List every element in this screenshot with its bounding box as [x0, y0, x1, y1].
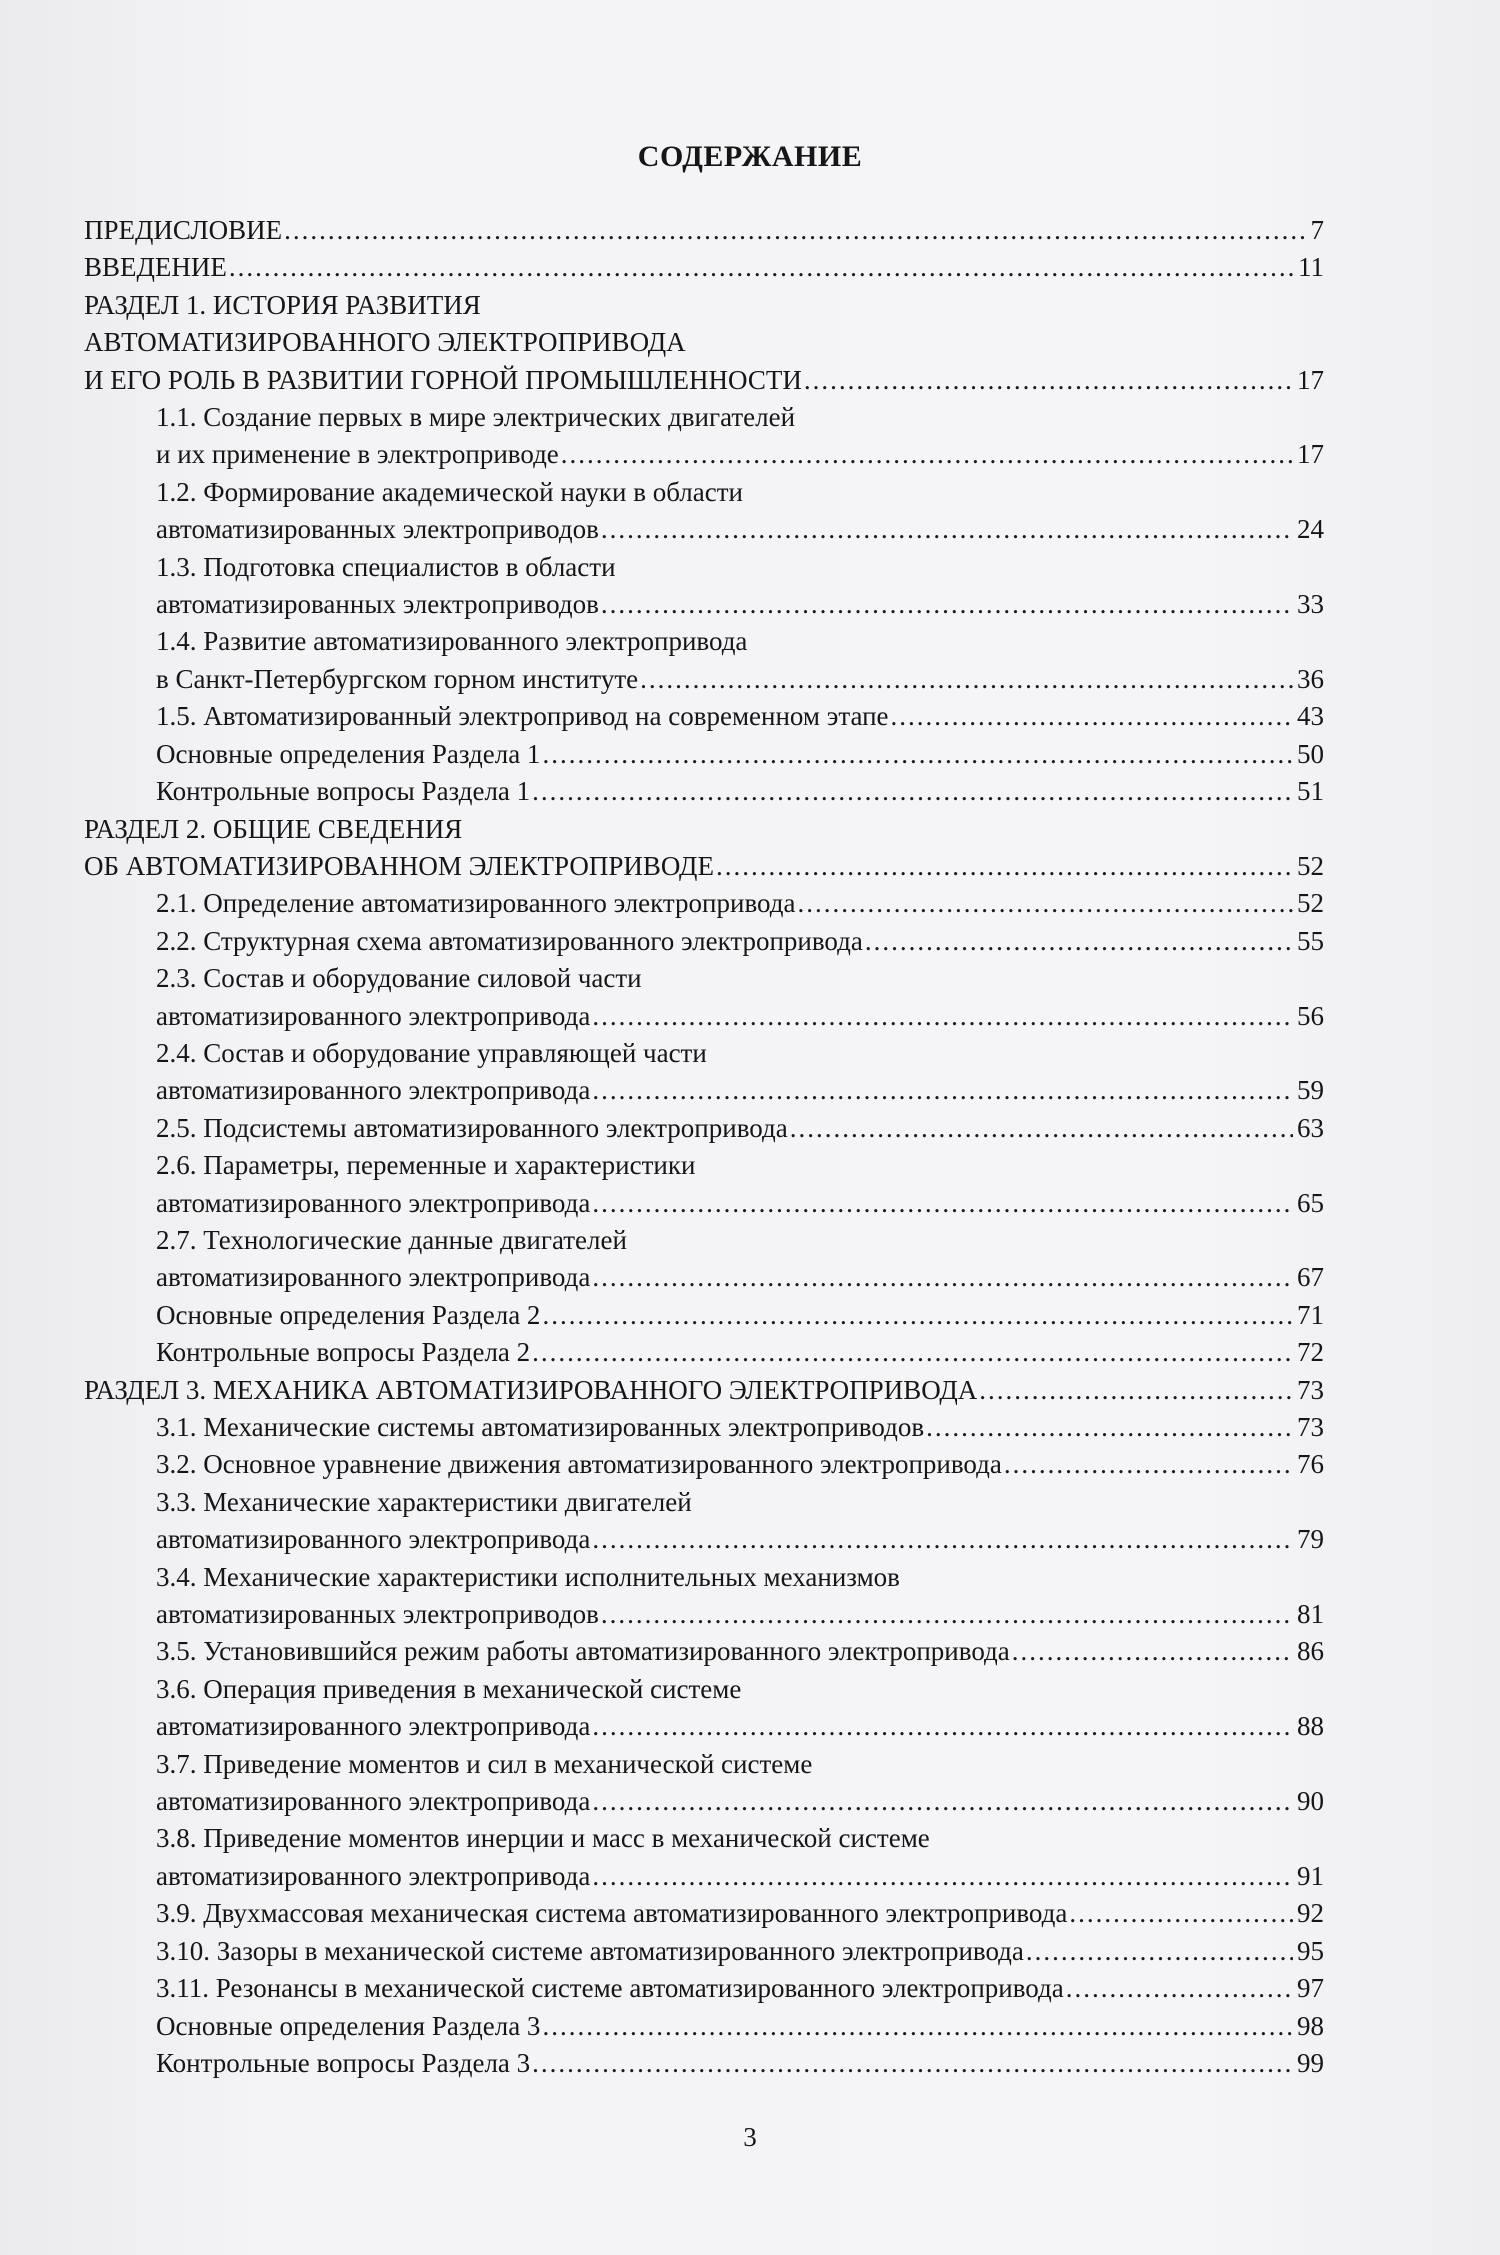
- toc-entry-page-number: 79: [1297, 1524, 1324, 1555]
- toc-entry-last-line: [156, 2045, 1324, 2082]
- toc-entry-title: ПРЕДИСЛОВИЕ: [84, 215, 283, 245]
- toc-entry: [84, 212, 1324, 249]
- dot-leader: [1004, 1446, 1293, 1483]
- dot-leader: [532, 773, 1293, 810]
- toc-entry-line: АВТОМАТИЗИРОВАННОГО ЭЛЕКТРОПРИВОДА: [84, 327, 686, 358]
- toc-entry: [84, 1633, 1324, 1670]
- toc-entry: [84, 1895, 1324, 1932]
- toc-entry-page-number: 67: [1297, 1262, 1324, 1293]
- toc-entry: [84, 2008, 1324, 2045]
- toc-entry-line: 1.1. Создание первых в мире электрических двигателей: [156, 402, 796, 433]
- toc-entry-last-line: [156, 1783, 1324, 1820]
- toc-entry-title: Основные определения Раздела 1: [156, 738, 541, 769]
- page-title: СОДЕРЖАНИЕ: [637, 140, 863, 173]
- toc-entry: [84, 1446, 1324, 1483]
- toc-entry-line: 3.3. Механические характеристики двигателей: [156, 1486, 692, 1517]
- toc-entry: [84, 1559, 1324, 1634]
- toc-entry-title: 3.1. Механические системы автоматизированных электроприводов: [156, 1412, 925, 1442]
- toc-entry-title: автоматизированного электропривода: [156, 1000, 591, 1031]
- toc-entry-last-line: [156, 436, 1324, 473]
- toc-entry-page-number: 99: [1297, 2047, 1324, 2078]
- toc-entry-page-number: 17: [1297, 364, 1324, 395]
- toc-entry-last-line: [156, 885, 1324, 922]
- toc-entry-title: автоматизированного электропривода: [156, 1860, 591, 1891]
- toc-entry-line: 3.7. Приведение моментов и сил в механической системе: [156, 1748, 813, 1779]
- dot-leader: [592, 1072, 1293, 1109]
- dot-leader: [542, 2008, 1293, 2045]
- toc-entry: [84, 811, 1324, 886]
- toc-entry-page-number: 43: [1297, 701, 1324, 732]
- toc-entry: [84, 1334, 1324, 1371]
- dot-leader: [601, 586, 1293, 623]
- toc-entry-line: РАЗДЕЛ 2. ОБЩИЕ СВЕДЕНИЯ: [84, 813, 463, 844]
- toc-entry-title: автоматизированных электроприводов: [156, 589, 599, 620]
- toc-entry-line: 2.6. Параметры, переменные и характеристики: [156, 1150, 696, 1181]
- dot-leader: [601, 511, 1293, 548]
- toc-entry-line: 1.3. Подготовка специалистов в области: [156, 551, 616, 582]
- page-number: 3: [743, 2122, 757, 2152]
- toc-entry: [84, 923, 1324, 960]
- dot-leader: [229, 249, 1294, 286]
- toc-entry-last-line: [84, 249, 1324, 286]
- dot-leader: [1012, 1633, 1293, 1670]
- toc-entry-page-number: 51: [1297, 776, 1324, 807]
- toc-entry-title: и их применение в электроприводе: [156, 439, 559, 470]
- toc-entry-last-line: [156, 2008, 1324, 2045]
- toc-entry-line: РАЗДЕЛ 1. ИСТОРИЯ РАЗВИТИЯ: [84, 289, 481, 320]
- toc-entry-last-line: [156, 1858, 1324, 1895]
- dot-leader: [1066, 1970, 1293, 2007]
- toc-entry-page-number: 33: [1297, 589, 1324, 620]
- toc-entry-title: 3.11. Резонансы в механической системе автоматизированного электропривода: [156, 1973, 1064, 2004]
- toc-entry-title: 3.10. Зазоры в механической системе автоматизированного электропривода: [156, 1935, 1024, 1966]
- dot-leader: [592, 1708, 1293, 1745]
- toc-entry-title: 1.5. Автоматизированный электропривод на современном этапе: [156, 701, 889, 732]
- toc-entry-page-number: 56: [1297, 1000, 1324, 1031]
- toc-entry-line: 2.7. Технологические данные двигателей: [156, 1224, 627, 1255]
- toc-entry: [84, 287, 1324, 399]
- toc-entry-last-line: [156, 1259, 1324, 1296]
- toc-entry-last-line: [156, 1596, 1324, 1633]
- toc-entry-page-number: 88: [1297, 1711, 1324, 1742]
- toc-entry-title: 2.1. Определение автоматизированного электропривода: [156, 888, 796, 919]
- dot-leader: [592, 1185, 1293, 1222]
- dot-leader: [592, 1783, 1293, 1820]
- toc-entry: [84, 1110, 1324, 1147]
- toc-entry-last-line: [156, 586, 1324, 623]
- toc-entry-title: автоматизированного электропривода: [156, 1786, 591, 1817]
- dot-leader: [716, 848, 1293, 885]
- toc-entry-line: 1.4. Развитие автоматизированного электропривода: [156, 626, 748, 657]
- dot-leader: [926, 1409, 1293, 1446]
- toc-entry-page-number: 73: [1297, 1412, 1324, 1442]
- toc-entry-page-number: 17: [1297, 439, 1324, 470]
- toc-entry-page-number: 11: [1298, 252, 1324, 283]
- toc-entry: [84, 1671, 1324, 1746]
- toc-entry-page-number: 86: [1297, 1636, 1324, 1667]
- toc-entry-title: автоматизированных электроприводов: [156, 514, 599, 545]
- toc-entry-last-line: [156, 923, 1324, 960]
- toc-entry-last-line: [156, 1185, 1324, 1222]
- toc-entry-page-number: 81: [1297, 1599, 1324, 1630]
- toc-entry-last-line: [156, 698, 1324, 735]
- toc-entry-title: 3.2. Основное уравнение движения автоматизированного электропривода: [156, 1449, 1002, 1480]
- toc-entry: [84, 1820, 1324, 1895]
- dot-leader: [542, 1297, 1293, 1334]
- toc-entry-title: автоматизированного электропривода: [156, 1187, 591, 1218]
- toc-entry-page-number: 71: [1297, 1299, 1324, 1330]
- toc-entry-title: Контрольные вопросы Раздела 2: [156, 1337, 531, 1368]
- toc-entry-last-line: [156, 661, 1324, 698]
- toc-entry-title: ВВЕДЕНИЕ: [84, 252, 227, 283]
- toc-entry-page-number: 65: [1297, 1187, 1324, 1218]
- toc-entry: [84, 1409, 1324, 1446]
- toc-entry: [84, 698, 1324, 735]
- toc-entry-line: 3.4. Механические характеристики исполнительных механизмов: [156, 1561, 900, 1592]
- toc-entry-page-number: 90: [1297, 1786, 1324, 1817]
- toc-entry: [84, 549, 1324, 624]
- toc-entry: [84, 2045, 1324, 2082]
- toc-entry-title: Контрольные вопросы Раздела 1: [156, 776, 531, 807]
- dot-leader: [1069, 1895, 1293, 1932]
- dot-leader: [532, 2045, 1293, 2082]
- toc-entry-last-line: [84, 212, 1324, 249]
- toc-entry-title: 3.9. Двухмассовая механическая система автоматизированного электропривода: [156, 1898, 1068, 1929]
- toc-entry: [84, 1222, 1324, 1297]
- toc-entry-title: автоматизированного электропривода: [156, 1524, 591, 1555]
- toc-entry: [84, 773, 1324, 810]
- toc-entry: [84, 1297, 1324, 1334]
- toc-entry: [84, 399, 1324, 474]
- dot-leader: [542, 736, 1293, 773]
- toc-entry-page-number: 63: [1297, 1112, 1324, 1143]
- dot-leader: [979, 1372, 1293, 1409]
- toc-entry-last-line: [84, 1372, 1324, 1409]
- toc-entry-page-number: 76: [1297, 1449, 1324, 1480]
- toc-entry: [84, 736, 1324, 773]
- dot-leader: [601, 1596, 1293, 1633]
- toc-entry-last-line: [156, 736, 1324, 773]
- toc-entry-last-line: [156, 1297, 1324, 1334]
- toc-entry-last-line: [84, 848, 1324, 885]
- toc-entry: [84, 474, 1324, 549]
- toc-entry: [84, 249, 1324, 286]
- toc-entry-last-line: [156, 1446, 1324, 1483]
- dot-leader: [592, 1858, 1293, 1895]
- toc-entry: [84, 1372, 1324, 1409]
- dot-leader: [640, 661, 1293, 698]
- dot-leader: [797, 885, 1293, 922]
- toc-entry-title: автоматизированного электропривода: [156, 1262, 591, 1293]
- toc-entry-last-line: [156, 773, 1324, 810]
- toc-entry-title: Основные определения Раздела 2: [156, 1299, 541, 1330]
- dot-leader: [891, 698, 1293, 735]
- toc-entry-title: Контрольные вопросы Раздела 3: [156, 2047, 531, 2078]
- toc-entry-last-line: [156, 511, 1324, 548]
- toc-entry-last-line: [156, 1933, 1324, 1970]
- toc-entry-page-number: 52: [1297, 888, 1324, 919]
- dot-leader: [592, 1259, 1293, 1296]
- toc-entry-last-line: [156, 1633, 1324, 1670]
- toc-entry-last-line: [156, 1895, 1324, 1932]
- toc-entry-page-number: 98: [1297, 2010, 1324, 2041]
- toc-entry-page-number: 95: [1297, 1935, 1324, 1966]
- toc-entry-line: 3.6. Операция приведения в механической системе: [156, 1673, 742, 1704]
- dot-leader: [561, 436, 1293, 473]
- toc-entry-title: 2.5. Подсистемы автоматизированного электропривода: [156, 1112, 788, 1143]
- toc-entry-page-number: 7: [1310, 215, 1324, 245]
- toc-entry: [84, 623, 1324, 698]
- toc-entry-line: 2.4. Состав и оборудование управляющей части: [156, 1037, 707, 1068]
- toc-entry-last-line: [156, 1970, 1324, 2007]
- dot-leader: [790, 1110, 1293, 1147]
- dot-leader: [532, 1334, 1293, 1371]
- toc-entry-line: 2.3. Состав и оборудование силовой части: [156, 963, 642, 994]
- toc-entry-title: автоматизированного электропривода: [156, 1075, 591, 1106]
- table-of-contents: [84, 212, 1324, 2082]
- toc-entry-last-line: [156, 1708, 1324, 1745]
- toc-entry-page-number: 73: [1297, 1374, 1324, 1405]
- toc-entry-title: 3.5. Установившийся режим работы автоматизированного электропривода: [156, 1636, 1010, 1667]
- toc-entry-last-line: [156, 1110, 1324, 1147]
- toc-entry-title: ОБ АВТОМАТИЗИРОВАННОМ ЭЛЕКТРОПРИВОДЕ: [84, 850, 714, 881]
- dot-leader: [865, 923, 1293, 960]
- toc-entry-page-number: 92: [1297, 1898, 1324, 1929]
- toc-entry-last-line: [156, 1072, 1324, 1109]
- toc-entry-title: РАЗДЕЛ 3. МЕХАНИКА АВТОМАТИЗИРОВАННОГО ЭЛЕКТРОПРИВОДА: [84, 1374, 978, 1405]
- toc-entry: [84, 1970, 1324, 2007]
- toc-entry-page-number: 97: [1297, 1973, 1324, 2004]
- toc-entry-title: автоматизированного электропривода: [156, 1711, 591, 1742]
- toc-entry: [84, 1484, 1324, 1559]
- toc-entry-page-number: 72: [1297, 1337, 1324, 1368]
- toc-entry-page-number: 36: [1297, 663, 1324, 694]
- dot-leader: [592, 998, 1293, 1035]
- toc-entry-title: в Санкт-Петербургском горном институте: [156, 663, 639, 694]
- toc-entry-last-line: [156, 1334, 1324, 1371]
- dot-leader: [1026, 1933, 1293, 1970]
- toc-entry: [84, 1746, 1324, 1821]
- toc-entry-page-number: 50: [1297, 738, 1324, 769]
- toc-entry-title: Основные определения Раздела 3: [156, 2010, 541, 2041]
- toc-entry-line: 3.8. Приведение моментов инерции и масс в механической системе: [156, 1823, 930, 1854]
- toc-entry-last-line: [156, 1409, 1324, 1446]
- toc-entry: [84, 1035, 1324, 1110]
- dot-leader: [592, 1521, 1293, 1558]
- toc-entry-title: И ЕГО РОЛЬ В РАЗВИТИИ ГОРНОЙ ПРОМЫШЛЕННОСТИ: [84, 364, 802, 395]
- toc-entry: [84, 885, 1324, 922]
- toc-entry-last-line: [156, 1521, 1324, 1558]
- toc-entry-last-line: [84, 362, 1324, 399]
- toc-entry-last-line: [156, 998, 1324, 1035]
- toc-entry-page-number: 24: [1297, 514, 1324, 545]
- toc-entry-line: 1.2. Формирование академической науки в области: [156, 476, 743, 507]
- toc-entry-page-number: 91: [1297, 1860, 1324, 1891]
- toc-entry-page-number: 55: [1297, 925, 1324, 956]
- dot-leader: [284, 212, 1306, 249]
- toc-entry-title: 2.2. Структурная схема автоматизированного электропривода: [156, 925, 863, 956]
- toc-entry-title: автоматизированных электроприводов: [156, 1599, 599, 1630]
- toc-entry-page-number: 59: [1297, 1075, 1324, 1106]
- toc-entry: [84, 1147, 1324, 1222]
- toc-entry: [84, 960, 1324, 1035]
- toc-entry-page-number: 52: [1297, 850, 1324, 881]
- dot-leader: [804, 362, 1293, 399]
- toc-entry: [84, 1933, 1324, 1970]
